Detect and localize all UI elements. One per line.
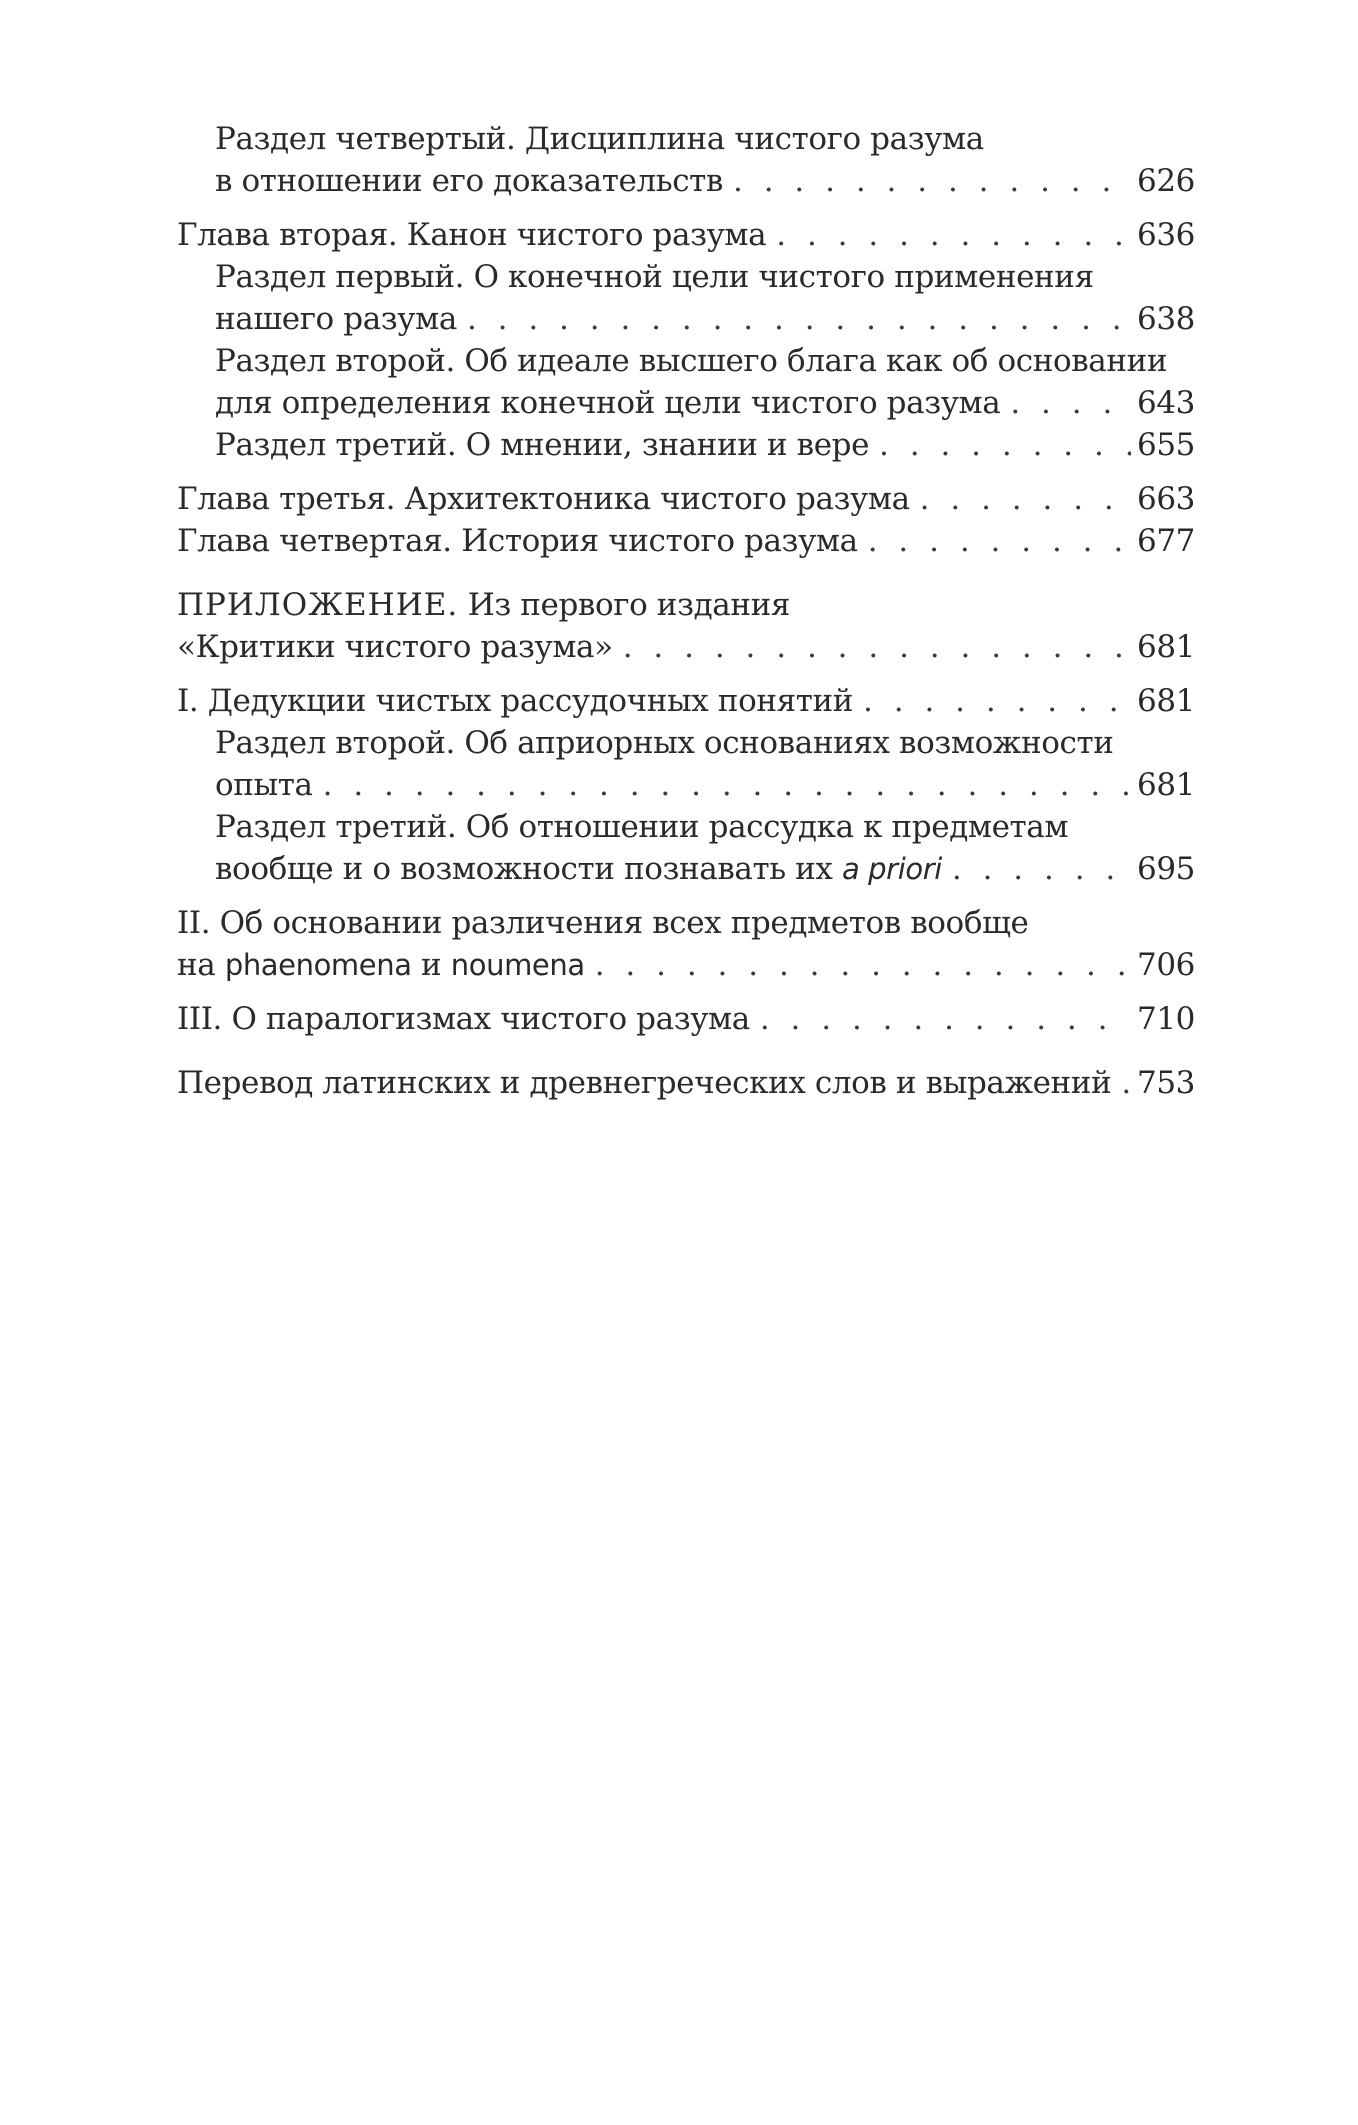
toc-entry-chapter-3-architectonic[interactable] <box>177 478 1195 520</box>
dot-leader <box>879 424 1131 466</box>
toc-entry-title-line: Раздел второй. Об идеале высшего блага как об основании <box>215 343 1168 379</box>
toc-page-number: 643 <box>1137 385 1195 421</box>
dot-leader <box>467 298 1131 340</box>
dot-leader <box>323 764 1131 806</box>
toc-page-number: 753 <box>1137 1065 1195 1101</box>
toc-page-number: 681 <box>1137 767 1195 803</box>
toc-page-number: 677 <box>1137 523 1195 559</box>
toc-entry-appendix[interactable] <box>177 584 1195 668</box>
toc-entry-section-4-discipline[interactable] <box>177 118 1195 202</box>
toc-entry-title-line: II. Об основании различения всех предметов вообще <box>177 905 1029 941</box>
toc-entry-section-2-highest-good[interactable] <box>177 340 1195 424</box>
toc-entry-title-line: нашего разума <box>215 301 457 337</box>
toc-entry-title: Глава третья. Архитектоника чистого разума <box>177 481 910 517</box>
italic-latin-term: a priori <box>841 852 942 886</box>
dot-leader <box>776 214 1131 256</box>
dot-leader <box>733 160 1131 202</box>
toc-entry-title-line: Раздел первый. О конечной цели чистого применения <box>215 259 1094 295</box>
toc-page-number: 710 <box>1137 1001 1195 1037</box>
toc-page-number: 626 <box>1137 163 1195 199</box>
toc-entry-title: Глава вторая. Канон чистого разума <box>177 217 767 253</box>
appendix-heading-rest: Из первого издания <box>458 587 791 623</box>
toc-entry-phaenomena-noumena[interactable] <box>177 902 1195 986</box>
dot-leader <box>868 520 1131 562</box>
toc-entry-translation-glossary[interactable] <box>177 1062 1195 1104</box>
toc-entry-title: Глава четвертая. История чистого разума <box>177 523 858 559</box>
dot-leader <box>760 998 1131 1040</box>
title-text: вообще и о возможности познавать их <box>215 851 842 887</box>
toc-page-number: 638 <box>1137 301 1195 337</box>
title-text: на <box>177 947 225 983</box>
toc-entry-chapter-4-history[interactable] <box>177 520 1195 562</box>
latin-term: phaenomena <box>224 948 412 982</box>
toc-page-number: 681 <box>1137 629 1195 665</box>
dot-leader <box>1010 382 1131 424</box>
toc-entry-paralogisms[interactable] <box>177 998 1195 1040</box>
dot-leader <box>623 626 1131 668</box>
toc-page-number: 695 <box>1137 851 1195 887</box>
latin-term: noumena <box>450 948 585 982</box>
toc-page-number: 706 <box>1137 947 1195 983</box>
toc-page-number: 636 <box>1137 217 1195 253</box>
toc-entry-title: Перевод латинских и древнегреческих слов и выражений <box>177 1065 1112 1101</box>
toc-page-number: 681 <box>1137 683 1195 719</box>
dot-leader <box>863 680 1131 722</box>
toc-entry-chapter-2-canon[interactable] <box>177 214 1195 256</box>
dot-leader <box>952 848 1131 890</box>
toc-entry-title-line: Раздел второй. Об априорных основаниях возможности <box>215 725 1114 761</box>
toc-entry-title-line: Раздел четвертый. Дисциплина чистого разума <box>215 121 984 157</box>
appendix-heading: ПРИЛОЖЕНИЕ. <box>177 587 459 623</box>
toc-entry-section-3-understanding-objects[interactable] <box>177 806 1195 890</box>
toc-entry-title-line: в отношении его доказательств <box>215 163 723 199</box>
dot-leader <box>595 944 1131 986</box>
title-text: и <box>411 947 451 983</box>
toc-entry-title-line <box>215 848 942 890</box>
toc-entry-section-2-a-priori-grounds[interactable] <box>177 722 1195 806</box>
toc-entry-section-3-opinion[interactable] <box>177 424 1195 466</box>
dot-leader <box>920 478 1131 520</box>
toc-entry-title-line <box>177 584 1195 626</box>
table-of-contents <box>177 118 1195 1104</box>
toc-page-number: 663 <box>1137 481 1195 517</box>
toc-entry-title: III. О паралогизмах чистого разума <box>177 1001 750 1037</box>
toc-entry-title-line: «Критики чистого разума» <box>177 629 613 665</box>
toc-entry-title-line <box>177 944 585 986</box>
toc-entry-title: Раздел третий. О мнении, знании и вере <box>215 427 870 463</box>
toc-entry-title-line: опыта <box>215 767 313 803</box>
toc-entry-deduction[interactable] <box>177 680 1195 722</box>
toc-entry-title-line: для определения конечной цели чистого разума <box>215 385 1001 421</box>
toc-page-number: 655 <box>1137 427 1195 463</box>
toc-entry-title-line: Раздел третий. Об отношении рассудка к предметам <box>215 809 1069 845</box>
dot-leader <box>1121 1062 1131 1104</box>
toc-entry-title: I. Дедукции чистых рассудочных понятий <box>177 683 854 719</box>
toc-entry-section-1-final-purpose[interactable] <box>177 256 1195 340</box>
